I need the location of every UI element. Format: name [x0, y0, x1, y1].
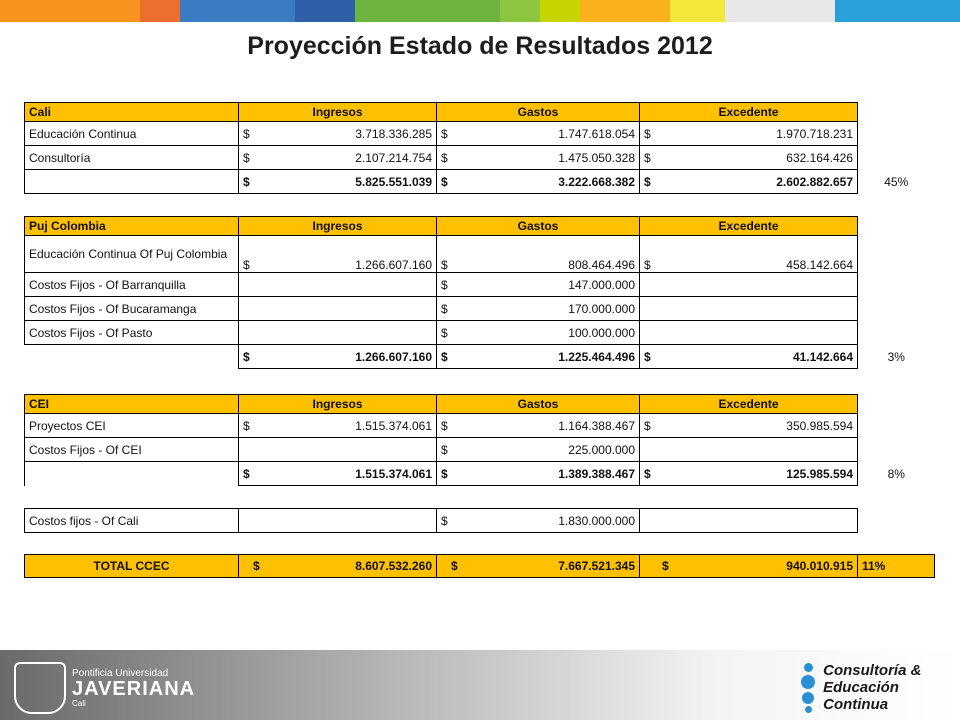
ingresos-cell: $ 3.718.336.285: [239, 122, 437, 146]
table-cei: [24, 394, 935, 486]
dots-icon: [800, 663, 815, 713]
total-excedente: $ 125.985.594: [640, 462, 858, 486]
ingresos-cell: $ 1.266.607.160: [239, 236, 437, 273]
total-gastos: $ 1.389.388.467: [437, 462, 640, 486]
excedente-cell: [640, 297, 858, 321]
logo-line: Consultoría &: [823, 662, 922, 679]
grand-total-row: [25, 555, 935, 578]
percent-value: 8%: [887, 466, 905, 481]
excedente-cell: [640, 438, 858, 462]
color-segment: [540, 0, 580, 22]
percent-value: 3%: [887, 349, 905, 364]
ingresos-cell: $ 2.107.214.754: [239, 146, 437, 170]
excedente-cell: $ 458.142.664: [640, 236, 858, 273]
grand-total-label: TOTAL CCEC: [25, 555, 239, 578]
color-segment: [355, 0, 500, 22]
gastos-cell: $ 147.000.000: [437, 273, 640, 297]
excedente-cell: [640, 321, 858, 345]
table-row: [25, 438, 935, 462]
header-cell: Excedente: [640, 217, 858, 236]
table-row: [25, 236, 935, 273]
grand-total-gastos: $ 7.667.521.345: [437, 555, 640, 578]
gastos-cell: $ 1.164.388.467: [437, 414, 640, 438]
row-label: Costos Fijos - Of Bucaramanga: [25, 297, 239, 321]
table-row: [25, 146, 935, 170]
table-puj-colombia: [24, 216, 935, 369]
excedente-cell: [640, 509, 858, 533]
color-segment: [180, 0, 295, 22]
color-segment: [140, 0, 180, 22]
row-label: Costos fijos - Of Cali: [25, 509, 239, 533]
table-header: [25, 395, 935, 414]
ingresos-cell: $ 1.515.374.061: [239, 414, 437, 438]
total-gastos: $ 3.222.668.382: [437, 170, 640, 194]
header-cell: Gastos: [437, 395, 640, 414]
header-cell: Excedente: [640, 103, 858, 122]
total-ingresos: $ 5.825.551.039: [239, 170, 437, 194]
color-segment: [835, 0, 960, 22]
total-row: [25, 345, 935, 369]
row-label: Educación Continua Of Puj Colombia: [25, 236, 239, 273]
table-header: [25, 217, 935, 236]
row-label: Consultoría: [25, 146, 239, 170]
total-row: [25, 462, 935, 486]
header-cell: Ingresos: [239, 217, 437, 236]
excedente-cell: $ 1.970.718.231: [640, 122, 858, 146]
ingresos-cell: [239, 321, 437, 345]
ingresos-cell: [239, 438, 437, 462]
excedente-cell: [640, 273, 858, 297]
total-row: [25, 170, 935, 194]
header-cell: Puj Colombia: [25, 217, 239, 236]
header-cell: Gastos: [437, 103, 640, 122]
gastos-cell: $ 808.464.496: [437, 236, 640, 273]
ingresos-cell: [239, 297, 437, 321]
total-gastos: $ 1.225.464.496: [437, 345, 640, 369]
color-segment: [500, 0, 540, 22]
total-excedente: $ 2.602.882.657: [640, 170, 858, 194]
logo-line: Pontificia Universidad: [72, 668, 169, 679]
grand-total-percent: 11%: [858, 555, 935, 578]
gastos-cell: $ 170.000.000: [437, 297, 640, 321]
row-label: Proyectos CEI: [25, 414, 239, 438]
university-crest-icon: [14, 662, 66, 714]
table-fixed-costs-cali: [24, 508, 858, 533]
excedente-cell: $ 350.985.594: [640, 414, 858, 438]
header-cell: Ingresos: [239, 103, 437, 122]
row-label: Costos Fijos - Of Pasto: [25, 321, 239, 345]
table-row: [25, 122, 935, 146]
grand-total-excedente: $ 940.010.915: [640, 555, 858, 578]
header-cell: Cali: [25, 103, 239, 122]
color-segment: [580, 0, 670, 22]
page-title: Proyección Estado de Resultados 2012: [247, 32, 713, 60]
table-row: [25, 321, 935, 345]
cec-logo: [800, 662, 960, 713]
table-grand-total: [24, 554, 935, 578]
ingresos-cell: [239, 509, 437, 533]
header-cell: Excedente: [640, 395, 858, 414]
javeriana-logo: [14, 662, 195, 714]
excedente-cell: $ 632.164.426: [640, 146, 858, 170]
table-header: [25, 103, 935, 122]
gastos-cell: $ 1.830.000.000: [437, 509, 640, 533]
logo-line: Cali: [72, 699, 86, 708]
percent-value: 45%: [884, 174, 909, 189]
color-segment: [670, 0, 725, 22]
table-row: [25, 509, 858, 533]
total-excedente: $ 41.142.664: [640, 345, 858, 369]
color-segment: [0, 0, 140, 22]
color-segment: [725, 0, 835, 22]
grand-total-ingresos: $ 8.607.532.260: [239, 555, 437, 578]
total-ingresos: $ 1.515.374.061: [239, 462, 437, 486]
header-cell: Gastos: [437, 217, 640, 236]
table-cali: [24, 102, 935, 194]
header-cell: Ingresos: [239, 395, 437, 414]
table-row: [25, 273, 935, 297]
top-color-bar: [0, 0, 960, 22]
gastos-cell: $ 1.475.050.328: [437, 146, 640, 170]
logo-line: Educación Continua: [823, 679, 899, 713]
ingresos-cell: [239, 273, 437, 297]
header-cell: CEI: [25, 395, 239, 414]
row-label: Costos Fijos - Of Barranquilla: [25, 273, 239, 297]
color-segment: [295, 0, 355, 22]
total-ingresos: $ 1.266.607.160: [239, 345, 437, 369]
row-label: Costos Fijos - Of CEI: [25, 438, 239, 462]
row-label: Educación Continua: [25, 122, 239, 146]
table-row: [25, 297, 935, 321]
table-row: [25, 414, 935, 438]
gastos-cell: $ 225.000.000: [437, 438, 640, 462]
gastos-cell: $ 100.000.000: [437, 321, 640, 345]
logo-line: JAVERIANA: [72, 678, 196, 700]
gastos-cell: $ 1.747.618.054: [437, 122, 640, 146]
